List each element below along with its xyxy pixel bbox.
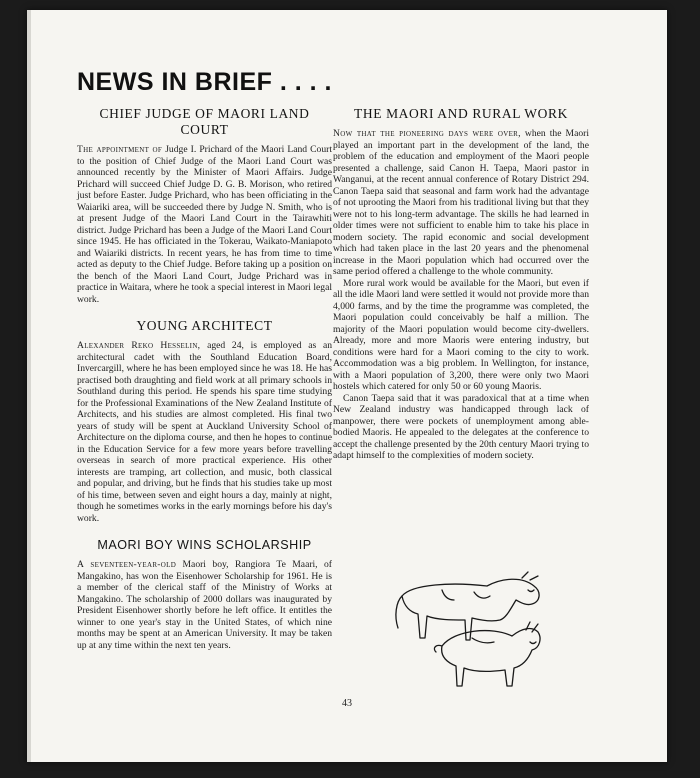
article-lead: Now that the pioneering days were over,	[333, 128, 521, 139]
article-lead: The appointment of	[77, 144, 163, 155]
page-number: 43	[342, 698, 352, 709]
article-paragraph: Judge I. Prichard of the Maori Land Court to the position of Chief Judge of the Maori Land Court was announced recently by the Minister of Maori Affairs. Judge Prichard will succeed Chief Judge D. G. B. Morison, who retired just before Easter. Judge Prichard, who has been officiating in the Waiariki area, will be succeeded there by Judge N. Smith, who is at present Judge of the Maori Land Court in the Tairawhiti district. Judge Prichard has been a Judge of the Maori Land Court since 1945. He has officiated in the Tokerau, Waikato-Maniapoto and Waiariki districts. In recent years, he has from time to time acted as deputy to the Chief Judge. Before taking up a position on the bench of the Maori Land Court, Judge Prichard was in practice in Waitara, where he took a special interest in Maori legal work.	[77, 144, 332, 305]
article-title: THE MAORI AND RURAL WORK	[354, 106, 568, 121]
livestock-illustration	[382, 556, 552, 696]
article-paragraph: when the Maori played an important part in the development of the land, the problem of the education and employment of the Maori people presented a challenge, said Canon H. Taepa, Maori pastor in Wanganui, at the recent annual conference of Rotary District 294. Canon Taepa said that seasonal and farm work had the advantage of not uprooting the Maori from his traditional living but that they were not to his long-term advantage. The skills he had learned in older times were not sufficient to enable him to take his place in modern society. The rapid economic and social development which had taken place in the last 20 years and the phenomenal increase in the Maori population which had occurred over the same period offered a challenge to the whole community.	[333, 128, 589, 277]
article-body	[77, 340, 332, 524]
left-column	[77, 106, 332, 664]
article-rural-work	[333, 106, 589, 462]
article-paragraph: aged 24, is employed as an architectural cadet with the Southland Education Board, Invercargill, where he has been employed since he was 18. He has practised both draughting and field work at all primary schools in Southland during this period. He spends his spare time studying for the Professional Examinations of the New Zealand Institute of Architects, and his studies are almost completed. His final two years of study will be spent at Auckland University School of Architecture on the diploma course, and then he hopes to continue in the Education Service for a few more years before travelling overseas in search of more practical experience. His other interests are tramping, art collection, and music, both classical and popular, and driving, but he finds that his studies take up most of his time, between seven and eight hours a day, mainly at night, though he sometimes works in the early mornings before his day's work.	[77, 340, 332, 524]
article-paragraph: Maori boy, Rangiora Te Maari, of Mangakino, has won the Eisenhower Scholarship for 1961. He is a member of the clerical staff of the Ministry of Works at Mangakino. The scholarship of 2000 dollars was inaugurated by President Eisenhower shortly before he left office. It entitles the winner to one year's stay in the United States, of which nine months may be spent at an American University. It may be taken up at any time within the next ten years.	[77, 559, 332, 651]
pig-drawing	[442, 629, 540, 686]
article-scholarship	[77, 537, 332, 651]
right-column	[333, 106, 589, 475]
magazine-page	[27, 10, 667, 762]
article-paragraph: More rural work would be available for the Maori, but even if all the idle Maori land were settled it would not provide more than 4,000 farms, and by the time the programme was completed, the Maori population could conceivably be half a million. The majority of the Maori population would become city-dwellers. Already, more and more Maoris were entering industry, but conditions were hard for a Maori coming to the city to work. Accommodation was a big problem. In Wellington, for instance, with a Maori population of 3,200, there were only two Maori hostels which catered for only 50 or 60 young Maoris.	[333, 277, 589, 392]
article-body	[77, 144, 332, 305]
article-title: CHIEF JUDGE OF MAORI LAND COURT	[99, 106, 310, 137]
article-title: MAORI BOY WINS SCHOLARSHIP	[97, 538, 312, 552]
scan-edge	[27, 10, 31, 762]
page-headline: NEWS IN BRIEF . . . .	[77, 68, 332, 96]
article-chief-judge	[77, 106, 332, 305]
article-body	[333, 128, 589, 278]
article-title: YOUNG ARCHITECT	[136, 318, 273, 333]
article-young-architect	[77, 318, 332, 524]
article-body	[77, 559, 332, 651]
article-lead: A seventeen-year-old	[77, 559, 177, 570]
article-lead: Alexander Reko Hesselin,	[77, 340, 201, 351]
article-paragraph: Canon Taepa said that it was paradoxical that at a time when New Zealand industry was handicapped through lack of manpower, there were pockets of unemployment among able-bodied Maoris. He appealed to the delegates at the conference to accept the challenge presented by the 20th century Maori trying to adapt himself to the complexities of modern society.	[333, 392, 589, 461]
